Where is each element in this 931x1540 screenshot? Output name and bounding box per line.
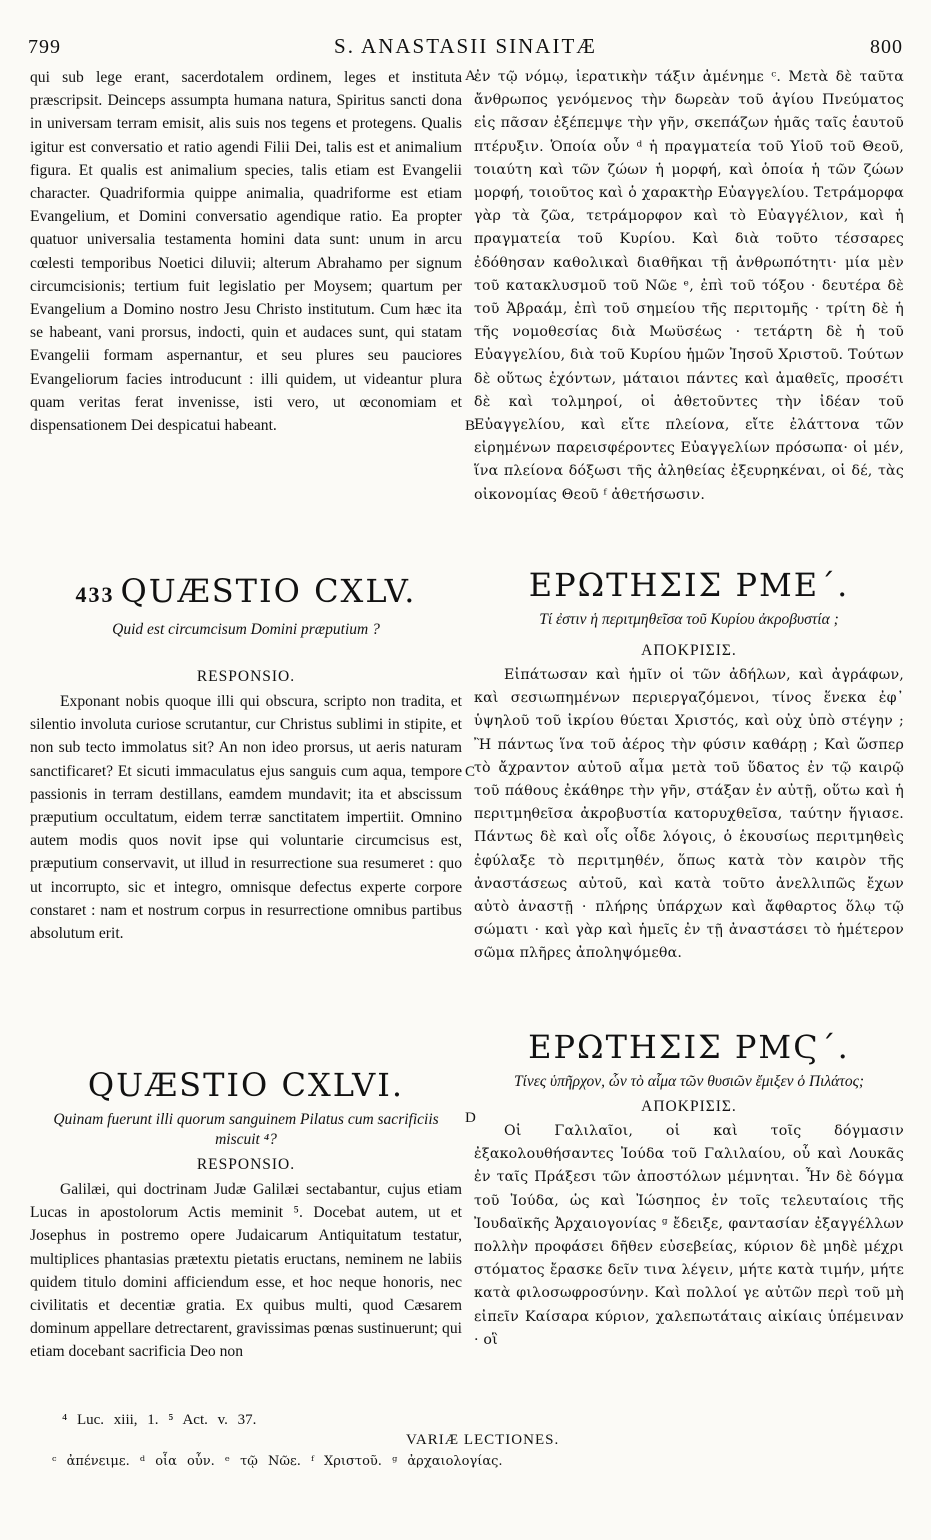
margin-marker-b: B: [465, 418, 476, 434]
latin-column: [30, 66, 462, 1364]
latin-question-145-title: [30, 572, 462, 614]
latin-question-145-heading: QUÆSTIO CXLV.: [120, 572, 417, 610]
greek-question-145-text: Εἰπάτωσαν καὶ ἡμῖν οἱ τῶν ἀδήλων, καὶ ἀγράφων, καὶ σεσιωπημένων περιεργαζόμενοι, τίνος ἕνεκα ἐφ᾽ ὑψηλοῦ τοῦ ἰκρίου θύεται Χριστός, καὶ οὐχ ὑπὸ στέγην ; Ἢ πάντως ἵνα τοῦ ἀέρος τὴν φύσιν καθάρῃ ; Καὶ ὥσπερ τὸ ἄχραντον αὐτοῦ αἷμα μετὰ τοῦ ὕδατος ἐν τῷ καιρῷ τοῦ πάθους ἐκάθηρε τὴν γῆν, στάξαν ἐν αὐτῇ, οὕτω καὶ ἡ περιτμηθεῖσα ἀκροβυστία κατορυχθεῖσα, ταύτην ἥγιασε. Πάντως δὲ καὶ οἷς οἶδε λόγοις, ὁ ἑκουσίως περιτμηθεὶς ἐφύλαξε τὸ περιτμηθέν, ὅπως κατὰ τὸν καιρὸν τῆς ἀναστάσεως αὐτοῦ, καὶ κατὰ τοῦτο ἀνελλιπῶς ἔχων αὐτὸ ἀναστῇ · πλήρης ὑπάρχων καὶ ἄφθαρτος ὅλῳ τῷ σώματι · καὶ γὰρ καὶ ἡμεῖς ἐν τῇ ἀναστάσει τὸ ἡμέτερον σῶμα πλῆρες ἀποληψόμεθα.: [474, 667, 904, 962]
latin-question-146-text: Galilæi, qui doctrinam Judæ Galilæi sectabantur, cujus etiam Lucas in apostolorum Actis meminit ⁵. Docebat autem, ut et Josephus in postremo opere Judaicarum Antiquitatum testatur, multiplices phantasias prætextu pietatis eructans, neminem ne labiis quidem titulo domini afficiendum esse, et hoc neque honoris, nec civilitatis et decentiæ gratia. Ex quibus multi, quod Cæsarem dominum appellare detrectarent, gravissimas pœnas sustinuerunt; qui etiam docebant sacrificia Deo non: [30, 1181, 462, 1361]
greek-column: [474, 66, 904, 1352]
running-title: S. ANASTASII SINAITÆ: [334, 34, 597, 58]
page-number-right: 800: [869, 36, 903, 58]
latin-question-145-number: 433: [75, 582, 115, 607]
greek-question-146-subtitle: Τίνες ὑπῆρχον, ὧν τὸ αἷμα τῶν θυσιῶν ἔμιξεν ὁ Πιλάτος;: [513, 1073, 865, 1090]
variae-lectiones-line: ᶜ ἀπένειμε. ᵈ οἷα οὖν. ᵉ τῷ Νῶε. ᶠ Χριστοῦ. ᵍ ἀρχαιολογίας.: [52, 1454, 503, 1469]
greek-question-146-title: ΕΡΩΤΗΣΙΣ ΡΜϚ΄.: [528, 1028, 850, 1066]
latin-intro-paragraph: qui sub lege erant, sacerdotalem ordinem, leges et instituta præscripsit. Deinceps assumpta humana natura, Spiritus sancti dona in universam terram emisit, alis suis nos tegens et protegens. Qualis igitur est conversatio et ratio agendi Filii Dei, talis est et animalium figura. Et qualis est animalium species, talis etiam est Evangelii character. Quadriformia quippe animalia, quadriforme est etiam Evangelium, et Domini conversatio agendique ratio. Ea propter quatuor universalia testamenta homini data sunt: unum in arcu cœlesti temporibus Noetici diluvii; alterum Abrahamo per signum circumcisionis; tertium fuit legislatio per Moysem; quartum per Evangelium a Domino nostro Jesu Christo institutum. Cum hæc ita se habeant, vani prorsus, indocti, quin et audaces sunt, qui statam Evangelii formam aspernantur, et seu plures seu pauciores Evangeliorum facies introducunt : illi quidem, ut videantur plura quam veritas ferat invenisse, isti vero, ut œconomiam et dispensationem Dei despicatui habeant.: [30, 69, 462, 435]
greek-question-145-title: ΕΡΩΤΗΣΙΣ ΡΜΕ΄.: [528, 566, 850, 604]
running-header: [28, 34, 903, 60]
latin-question-145-subtitle: Quid est circumcisum Domini præputium ?: [112, 621, 380, 638]
margin-marker-a: A: [465, 68, 476, 84]
latin-question-146-title: QUÆSTIO CXLVI.: [87, 1066, 405, 1104]
margin-marker-c: C: [465, 764, 476, 780]
variae-lectiones-heading: VARIÆ LECTIONES.: [406, 1432, 560, 1448]
greek-question-146-text: Οἱ Γαλιλαῖοι, οἱ καὶ τοῖς δόγμασιν ἐξακολουθήσαντες Ἰούδα τοῦ Γαλιλαίου, οὗ καὶ Λουκᾶς ἐν ταῖς Πράξεσι τῶν ἀποστόλων μέμνηται. Ἦν δὲ δόγμα τοῦ Ἰούδα, ὡς καὶ Ἰώσηπος ἐν τοῖς τελευταίοις τῆς Ἰουδαϊκῆς Ἀρχαιογονίας ᵍ ἔδειξε, φαντασίαν ἐξαγγέλλων πολλὴν προφάσει δῆθεν εὐσεβείας, κύριον δὲ μηδὲ μέχρι στόματος ἔρασκε δεῖν τινα λέγειν, μήτε κατὰ τιμήν, μήτε κατὰ φιλοσωφροσύνην. Καὶ πολλοί γε αὐτῶν περὶ τοῦ μὴ εἰπεῖν Καίσαρα κύριον, χαλεπωτάταις αἰκίαις ὑπέμειναν · οἳ: [474, 1123, 904, 1348]
greek-question-145-response-heading: ΑΠΟΚΡΙΣΙΣ.: [641, 642, 737, 659]
page-number-left: 799: [28, 36, 61, 58]
latin-question-145-text: Exponant nobis quoque illi qui obscura, scripto non tradita, et silentio involuta curiose scrutantur, cur Christus sublimi in stipite, et non sub tecto immolatus sit? An non ideo prorsus, ut aeris naturam sanctificaret? Et sicuti immaculatus ejus sanguis cum aqua, tempore passionis in terram destillans, eamdem mundavit; ita et abscissum præputium occultatum, eidem terræ sanctitatem impertiit. Omnino autem modis quos novit ipse qui voluntarie circumcisus est, præputium conservavit, ut illud in resurrectione sua resumeret : quo ut incorrupto, sic et integro, omnisque defectus experte corpore constaret : nam et nostrum corpus in resurrectione omnibus partibus absolutum erit.: [30, 693, 462, 943]
latin-question-145-response-heading: RESPONSIO.: [196, 668, 296, 685]
latin-question-146-subtitle: Quinam fuerunt illi quorum sanguinem Pilatus cum sacrificiis miscuit ⁴?: [53, 1111, 439, 1148]
footnotes: ⁴ Luc. xiii, 1. ⁵ Act. v. 37.: [62, 1412, 257, 1428]
greek-question-145-subtitle: Τί ἐστιν ἡ περιτμηθεῖσα τοῦ Κυρίου ἀκροβυστία ;: [539, 611, 839, 628]
greek-intro-paragraph: ἐν τῷ νόμῳ, ἱερατικὴν τάξιν ἀμένημε ᶜ. Μετὰ δὲ ταῦτα ἄνθρωπος γενόμενος τὴν δωρεὰν τοῦ ἁγίου Πνεύματος εἰς πᾶσαν ἐξέπεμψε τὴν γῆν, σκεπάζων ἡμᾶς ταῖς ἑαυτοῦ πτέρυξιν. Ὁποία οὖν ᵈ ἡ πραγματεία τοῦ Υἱοῦ τοῦ Θεοῦ, τοιαύτη καὶ τῶν ζώων ἡ μορφή, καὶ ὁποία ἡ τῶν ζώων μορφή, τοιοῦτος καὶ ὁ χαρακτὴρ Εὐαγγελίου. Τετράμορφα γὰρ τὰ ζῶα, τετράμορφον καὶ τὸ Εὐαγγέλιον, καὶ ἡ πραγματεία τοῦ Κυρίου. Καὶ διὰ τοῦτο τέσσαρες ἐδόθησαν καθολικαὶ διαθῆκαι τῇ ἀνθρωπότητι· μία μὲν τοῦ κατακλυσμοῦ τοῦ Νῶε ᵉ, ἐπὶ τοῦ τόξου · δευτέρα δὲ τοῦ Ἀβραάμ, ἐπὶ τοῦ σημείου τῆς περιτομῆς · τρίτη δὲ ἡ τῆς νομοθεσίας διὰ Μωϋσέως · τετάρτη δὲ ἡ τοῦ Εὐαγγελίου, διὰ τοῦ Κυρίου ἡμῶν Ἰησοῦ Χριστοῦ. Τούτων δὲ οὕτως ἐχόντων, μάταιοι πάντες καὶ ἀμαθεῖς, προσέτι δὲ καὶ τολμηροί, οἱ ἀθετοῦντες τὴν ἰδέαν τοῦ Εὐαγγελίου, καὶ εἴτε πλείονα, εἴτε ἐλάττονα τῶν εἰρημένων παρεισφέροντες Εὐαγγελίων πρόσωπα· οἱ μέν, ἵνα πλείονα δόξωσι τῆς ἀληθείας ἐξευρηκέναι, οἱ δέ, τὰς οἰκονομίας Θεοῦ ᶠ ἀθετήσωσιν.: [474, 69, 904, 503]
margin-marker-d: D: [465, 1110, 476, 1126]
greek-question-146-response-heading: ΑΠΟΚΡΙΣΙΣ.: [641, 1098, 737, 1115]
latin-question-146-response-heading: RESPONSIO.: [196, 1156, 296, 1173]
